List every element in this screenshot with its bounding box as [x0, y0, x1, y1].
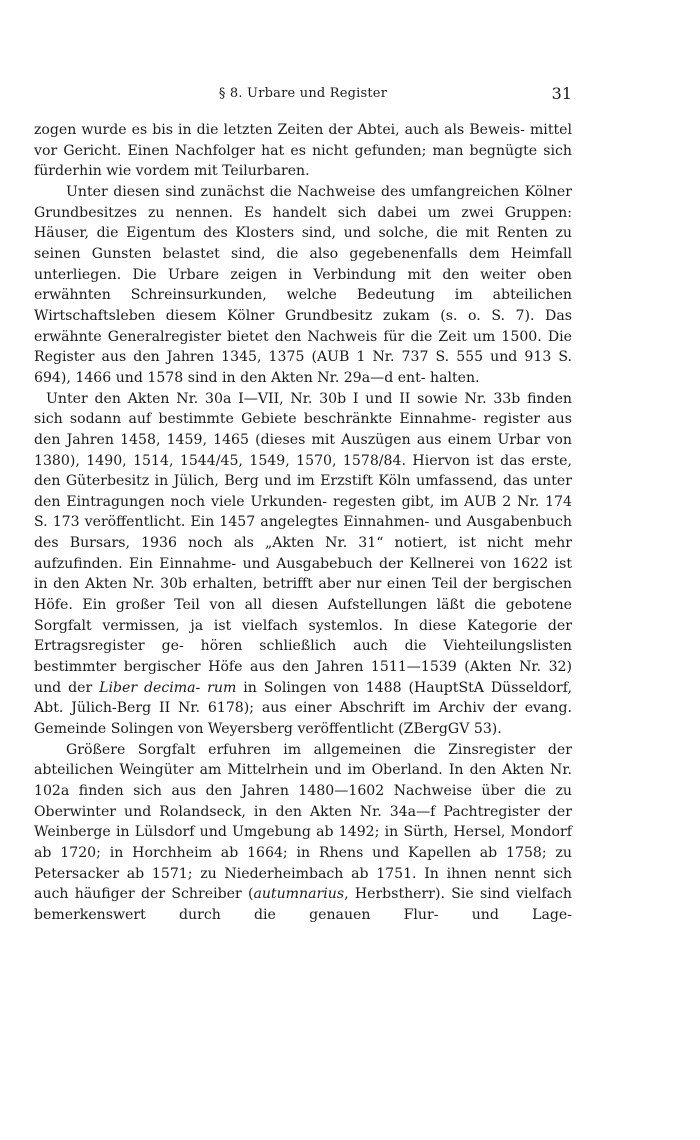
paragraph-text: Unter diesen sind zunächst die Nachweise des umfangreichen Kölner Grundbesitzes zu nennen. Es handelt sich dabei um zwei Gruppen: Häuser, die Eigentum des Klosters sind, und solche, die mit Renten zu seinen Gunsten belastet sind, die also gegebenenfalls dem Heimfall unterliegen. Die Urbare zeigen in Verbindung mit den weiter oben erwähnten Schreinsurkunden, welche Bedeutung im abteilichen Wirtschaftsleben diesem Kölner Grundbesitz zukam (s. o. S. 7). Das erwähnte Generalregister bietet den Nachweis für die Zeit um 1500. Die Register aus den Jahren 1345, 1375 (AUB 1 Nr. 737 S. 555 und 913 S. 694), 1466 und 1578 sind in den Akten Nr. 29a—d ent- halten.	[34, 183, 572, 386]
running-header	[34, 84, 572, 106]
paragraph-zinsregister	[34, 740, 572, 926]
paragraph-text: Unter den Akten Nr. 30a I—VII, Nr. 30b I und II sowie Nr. 33b finden sich sodann auf bestimmte Gebiete beschränkte Einnahme- register aus den Jahren 1458, 1459, 1465 (dieses mit Auszügen aus einem Urbar von 1380), 1490, 1514, 1544/45, 1549, 1570, 1578/84. Hiervon ist das erste, den Güterbesitz in Jülich, Berg und im Erzstift Köln umfassend, das unter den Eintragungen noch viele Urkunden- regesten gibt, im AUB 2 Nr. 174 S. 173 veröffentlicht. Ein 1457 angelegtes Einnahmen- und Ausgabenbuch des Bursars, 1936 noch als „Akten Nr. 31“ notiert, ist nicht mehr aufzufinden. Ein Einnahme- und Ausgabebuch der Kellnerei von 1622 ist in den Akten Nr. 30b erhalten, betrifft aber nur einen Teil der bergischen Höfe. Ein großer Teil von all diesen Aufstellungen läßt die gebotene Sorgfalt vermissen, ja ist vielfach systemlos. In diese Kategorie der Ertragsregister ge- hören schließlich auch die Viehteilungslisten bestimmter bergischer Höfe aus den Jahren 1511—1539 (Akten Nr. 32) und der	[34, 390, 572, 696]
paragraph-einnahmeregister	[34, 389, 572, 740]
paragraph-koelner-grundbesitz	[34, 182, 572, 389]
paragraph-continuation	[34, 120, 572, 182]
paragraph-text: zogen wurde es bis in die letzten Zeiten der Abtei, auch als Beweis- mittel vor Gericht. Einen Nachfolger hat es nicht gefunden; man begnügte sich fürderhin wie vordem mit Teilurbaren.	[34, 122, 572, 180]
page-number: 31	[551, 84, 572, 103]
italic-term-autumnarius: autumnarius	[253, 886, 345, 903]
paragraph-text: in Solingen von 1488 (HauptStA Düsseldorf, Abt. Jülich-Berg II Nr. 6178); aus einer Abschrift im Archiv der evang. Gemeinde Solingen von Weyersberg veröffentlicht (ZBergGV 53).	[34, 679, 572, 738]
body-text	[34, 120, 572, 926]
paragraph-text: Größere Sorgfalt erfuhren im allgemeinen die Zinsregister der abteilichen Weingüter am Mittelrhein und im Oberland. In den Akten Nr. 102a finden sich aus den Jahren 1480—1602 Nachweise über die zu Oberwinter und Rolandseck, in den Akten Nr. 34a—f Pachtregister der Weinberge in Lülsdorf und Umgebung ab 1492; in Sürth, Hersel, Mondorf ab 1720; in Horchheim ab 1664; in Rhens und Kapellen ab 1758; zu Petersacker ab 1571; zu Niederheimbach ab 1751. In ihnen nennt sich auch häufiger der Schreiber (	[34, 741, 572, 903]
section-title: § 8. Urbare und Register	[218, 86, 388, 101]
paragraph-text: , Herbstherr). Sie sind vielfach bemerkenswert durch die genauen Flur- und Lage-	[34, 886, 572, 923]
italic-term-liber-decimarum: Liber decima- rum	[99, 679, 237, 696]
